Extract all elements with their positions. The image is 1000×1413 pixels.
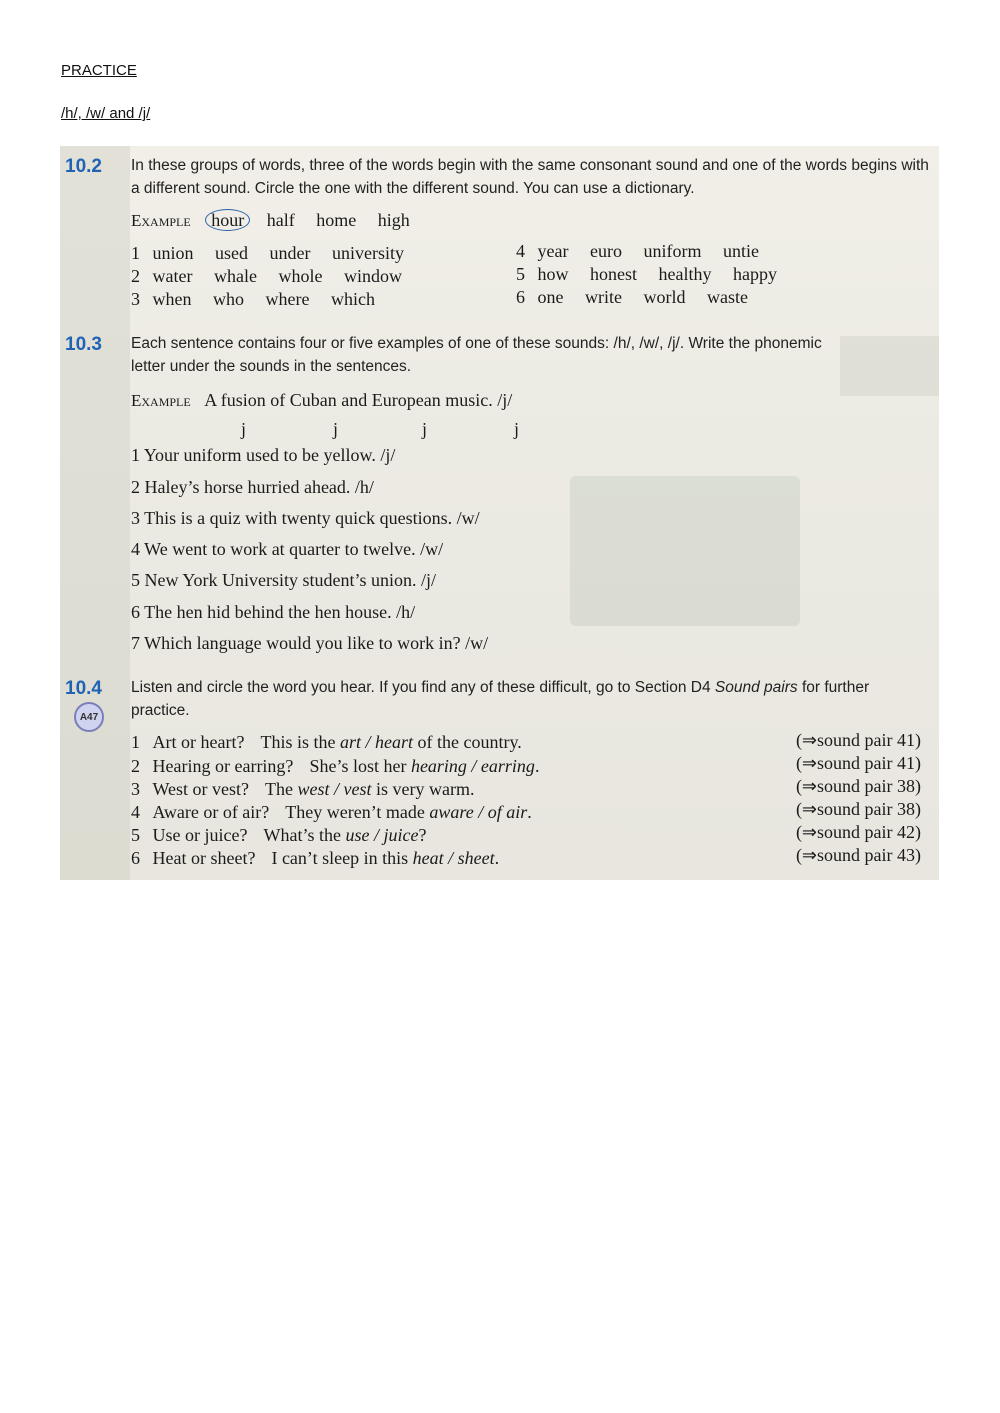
listening-item — [131, 825, 426, 846]
word[interactable]: write — [585, 287, 622, 307]
word-group — [131, 243, 421, 264]
item-question: Aware or of air? — [152, 802, 270, 822]
word[interactable]: union — [152, 243, 194, 263]
phoneme-mark: j — [514, 419, 520, 439]
listening-item — [131, 779, 475, 800]
word-choice[interactable]: art / heart — [339, 732, 413, 752]
word[interactable]: where — [265, 289, 310, 309]
sound-pair-ref: (⇒sound pair 38) — [795, 776, 921, 796]
word[interactable]: healthy — [658, 264, 712, 284]
item-text: of the country. — [412, 732, 522, 752]
section-title: Sound pairs — [714, 679, 798, 696]
item-number: 2 — [131, 266, 140, 286]
sentence: 5 New York University student’s union. /j/ — [131, 570, 437, 590]
exercise-number: 10.3 — [65, 334, 102, 355]
exercise-instruction: Each sentence contains four or five examples of one of these sounds: /h/, /w/, /j/. Write the phonemic letter under the sounds in the sentences. — [131, 335, 822, 375]
item-text: They weren’t made — [285, 802, 430, 822]
exercise-instruction: In these groups of words, three of the words begin with the same consonant sound and one of the words begins with a different sound. Circle the one with the different sound. You can use a dictionary. — [131, 157, 929, 197]
example-label: Example — [131, 211, 191, 230]
word-choice[interactable]: use / juice — [345, 825, 419, 845]
example-row — [131, 390, 512, 411]
example-sentence: A fusion of Cuban and European music. /j/ — [204, 390, 513, 410]
item-number: 3 — [131, 779, 140, 799]
item-number: 6 — [516, 287, 525, 307]
item-text: is very warm. — [371, 779, 475, 799]
item-number: 1 — [131, 732, 140, 752]
item-number: 6 — [131, 848, 140, 868]
example-label: Example — [131, 391, 191, 410]
item-text: . — [534, 756, 540, 776]
sound-pair-ref: (⇒sound pair 38) — [795, 799, 921, 819]
item-text: She’s lost her — [309, 756, 411, 776]
sentence: 6 The hen hid behind the hen house. /h/ — [131, 602, 416, 622]
item-question: Art or heart? — [152, 732, 245, 752]
word[interactable]: window — [343, 266, 402, 286]
word[interactable]: used — [215, 243, 249, 263]
item-text: . — [527, 802, 532, 822]
word: high — [377, 210, 410, 230]
word-group — [131, 289, 392, 310]
item-number: 4 — [131, 802, 140, 822]
word[interactable]: untie — [722, 241, 759, 261]
instruction-text: for further practice. — [131, 679, 870, 719]
item-text: . — [494, 848, 500, 868]
scan-bleed-texture — [840, 336, 939, 396]
word[interactable]: who — [213, 289, 244, 309]
item-text: What’s the — [263, 825, 346, 845]
cd-track-icon: A47 — [74, 702, 104, 732]
word-group — [516, 287, 765, 308]
word-choice[interactable]: aware / of air — [429, 802, 528, 822]
item-text: ? — [418, 825, 427, 845]
item-number: 4 — [516, 241, 525, 261]
word-group — [516, 241, 776, 262]
word-choice[interactable]: heat / sheet — [412, 848, 495, 868]
scan-bleed-texture — [570, 476, 800, 626]
instruction-text: Listen and circle the word you hear. If you find any of these difficult, go to Section D4 — [131, 679, 715, 696]
item-question: Hearing or earring? — [152, 756, 294, 776]
item-number: 2 — [131, 756, 140, 776]
word-choice[interactable]: hearing / earring — [410, 756, 535, 776]
word[interactable]: uniform — [643, 241, 702, 261]
sentence: 3 This is a quiz with twenty quick questions. /w/ — [131, 508, 480, 528]
word[interactable]: water — [152, 266, 193, 286]
item-number: 3 — [131, 289, 140, 309]
word-group — [131, 266, 419, 287]
exercise-instruction — [131, 676, 921, 722]
item-question: Use or juice? — [152, 825, 248, 845]
item-number: 1 — [131, 243, 140, 263]
word[interactable]: year — [537, 241, 569, 261]
word[interactable]: world — [643, 287, 686, 307]
word[interactable]: waste — [706, 287, 748, 307]
word[interactable]: whole — [278, 266, 323, 286]
scan-bleed-texture — [60, 146, 130, 880]
phoneme-mark: j — [422, 419, 428, 439]
word[interactable]: under — [269, 243, 311, 263]
item-text: The — [265, 779, 298, 799]
word: half — [266, 210, 295, 230]
item-text: This is the — [260, 732, 340, 752]
circled-word: hour — [205, 209, 250, 231]
item-question: Heat or sheet? — [152, 848, 256, 868]
exercise-number: 10.4 — [65, 678, 102, 699]
example-row — [131, 210, 427, 231]
word[interactable]: one — [537, 287, 564, 307]
word[interactable]: when — [152, 289, 192, 309]
listening-item — [131, 848, 499, 869]
word[interactable]: euro — [589, 241, 622, 261]
listening-item — [131, 802, 532, 823]
word-choice[interactable]: west / vest — [297, 779, 372, 799]
word[interactable]: university — [332, 243, 404, 263]
item-number: 5 — [516, 264, 525, 284]
item-number: 5 — [131, 825, 140, 845]
exercise-number: 10.2 — [65, 156, 102, 177]
listening-item — [131, 732, 522, 753]
page-subheading-sounds: /h/, /w/ and /j/ — [61, 105, 151, 122]
sentence: 1 Your uniform used to be yellow. /j/ — [131, 445, 396, 465]
phoneme-mark: j — [333, 419, 339, 439]
textbook-scan — [60, 146, 939, 880]
sound-pair-ref: (⇒sound pair 41) — [795, 730, 921, 750]
sentence: 7 Which language would you like to work in? /w/ — [131, 633, 489, 653]
sound-pair-ref: (⇒sound pair 42) — [795, 822, 921, 842]
sentence: 4 We went to work at quarter to twelve. /w/ — [131, 539, 444, 559]
word[interactable]: which — [330, 289, 375, 309]
sound-pair-ref: (⇒sound pair 43) — [795, 845, 921, 865]
page-heading-practice: PRACTICE — [61, 62, 137, 79]
word: home — [316, 210, 357, 230]
word[interactable]: whale — [213, 266, 257, 286]
sound-pair-ref: (⇒sound pair 41) — [795, 753, 921, 773]
word[interactable]: honest — [590, 264, 637, 284]
sentence: 2 Haley’s horse hurried ahead. /h/ — [131, 477, 374, 497]
listening-item — [131, 756, 539, 777]
phoneme-mark: j — [241, 419, 247, 439]
item-text: I can’t sleep in this — [271, 848, 413, 868]
word[interactable]: happy — [732, 264, 777, 284]
word-group — [516, 264, 794, 285]
word[interactable]: how — [537, 264, 569, 284]
item-question: West or vest? — [152, 779, 250, 799]
